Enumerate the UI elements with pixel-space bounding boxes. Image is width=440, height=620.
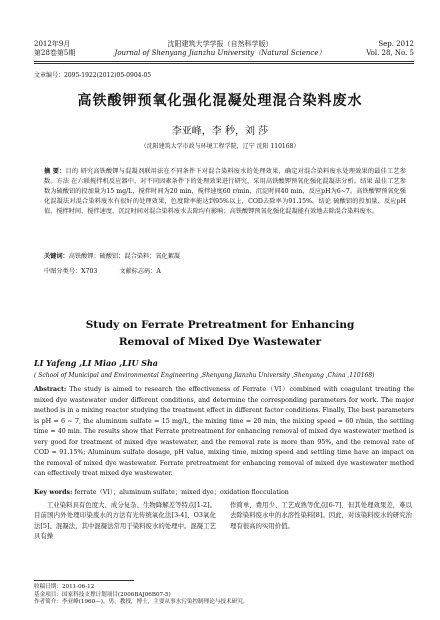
document-code: 文献标志码：A — [119, 268, 161, 275]
keywords-en-label: Key words: — [34, 489, 73, 496]
header-vol: Vol. 28, No. 5 — [366, 49, 414, 57]
footnote-fund: 基金项目：国家科技支撑计划项目(2006BAJ06B07-5) — [34, 591, 171, 598]
abstract-cn-text: 目的 研究高铁酸钾与混凝剂联用法在不同条件下对混合染料废水的处理效果，确定对混合染料废水处理效果的最佳工艺参数。方法 在六联搅拌机反应器中，对不同因素条件下的处理效果进行研究，采用高铁酸钾预氧化强化混凝法分析。结果 最佳工艺参数为硫酸铝的投加量为15 mg/L，搅拌时间为20 min，搅拌速度60 r/min，沉淀时间40 min，反应pH为6~7。高铁酸钾预氧化强化混凝法对混合染料废水有很好的处理效果，色度除率能达到95%以上，COD去除率为91.15%。结论 硫酸铝的投加量、反应pH值、搅拌时间、搅拌速度、沉淀时间对混合染料废水去除均有影响；高铁酸钾预氧化强化混凝能有效地去除混合染料废水。 — [44, 168, 406, 215]
keywords-cn-text: 高铁酸钾；硫酸铝；混合染料；氧化絮凝 — [68, 253, 181, 260]
clc-number: 中图分类号：X703 — [44, 268, 98, 275]
abstract-cn-label: 摘 要： — [44, 168, 66, 175]
journal-volume — [366, 40, 414, 58]
header-month: Sep. 2012 — [378, 40, 414, 48]
abstract-en — [34, 385, 414, 480]
header-rule — [34, 61, 414, 62]
journal-name-cn: 沈阳建筑大学学报（自然科学版） — [167, 40, 273, 48]
abstract-cn — [44, 167, 406, 217]
body-column-left: 工业染料具有色度大、成分复杂、生物降解差等特点[1-2]。目前国内外处理印染废水的方法有光传统氧化法[3-4]、O3氧化法[5]、混凝法，其中混凝法常用于染料废水的处理中。混凝工艺具有操 — [34, 501, 216, 540]
keywords-en-text: ferrate（VI）；aluminum sulfate；mixed dye；oxidation flocculation — [74, 489, 289, 496]
title-cn: 高铁酸钾预氧化强化混凝处理混合染料废水 — [77, 93, 363, 109]
footnote-rule — [34, 580, 134, 581]
footnote-author: 作者简介：李亚峰(1960—)，男，教授，博士，主要从事水污染控制理论与技术研究。 — [34, 599, 249, 606]
keywords-en — [34, 487, 289, 496]
authors-cn: 李亚峰，李 秒，刘 莎 — [171, 126, 269, 137]
body-column-right: 作简单、费用少、工艺成熟等优点[6-7]，但其处理效果差，难以去除染料废水中的水溶性染料[8]。因此，对该染料废水的研究治理有很高的实用价值。 — [230, 501, 412, 530]
journal-name-en: Journal of Shenyang Jianzhu University（Natural Science） — [114, 49, 326, 57]
abstract-en-text: The study is aimed to research the effectiveness of Ferrate（VI）combined with coagulant treating the mixed dye wastewater under different conditions, and determine the corresponding parameters for work. The major method is in a mixing reactor studying the treatment effect in different factor conditions. Finally, The best parameters is pH = 6 ~ 7, the aluminum sulfate = 15 mg/L, the mixing time = 20 min, the mixing speed = 60 r/min, the settling time = 40 min. The results show that Ferrate pretreatment for enhancing removal of mixed dye wastewater method is very good for treatment of mixed dye wastewater, and the removal rate is more than 95%, and the removal rate of COD = 91.15%; Aluminum sulfate dosage, pH value, mixing time, mixing speed and settling time have an impact on the removal of mixed dye wastewater. Ferrate pretreatment for enhancing removal of mixed dye wastewater method can effectively treat mixed dye wastewater. — [34, 386, 414, 477]
header-issue: 第28卷第5期 — [34, 49, 76, 57]
footnote — [34, 584, 248, 607]
abstract-en-label: Abstract: — [34, 386, 67, 393]
authors-en: LI Yafeng ,LI Miao ,LIU Sha — [34, 358, 158, 368]
affiliation-cn: （沈阳建筑大学市政与环境工程学院，辽宁 沈阳 110168） — [140, 143, 300, 150]
title-en — [0, 317, 440, 351]
title-en-line2: Removal of Mixed Dye Wastewater — [118, 336, 322, 348]
header-rule-2 — [34, 63, 414, 64]
footnote-received: 收稿日期：2011-06-12 — [34, 584, 95, 590]
affiliation-en: ( School of Municipal and Environmental Engineering ,Shenyang Jianzhu University ,Shenyang ,China ,110168) — [34, 372, 375, 379]
header-date: 2012年9月 — [34, 40, 71, 48]
title-en-line1: Study on Ferrate Pretreatment for Enhancing — [85, 319, 355, 331]
keywords-cn — [44, 251, 180, 260]
article-number: 文章编号：2095-1922(2012)05-0904-05 — [34, 72, 152, 79]
keywords-cn-label: 关键词： — [44, 253, 69, 260]
classification — [44, 266, 181, 275]
